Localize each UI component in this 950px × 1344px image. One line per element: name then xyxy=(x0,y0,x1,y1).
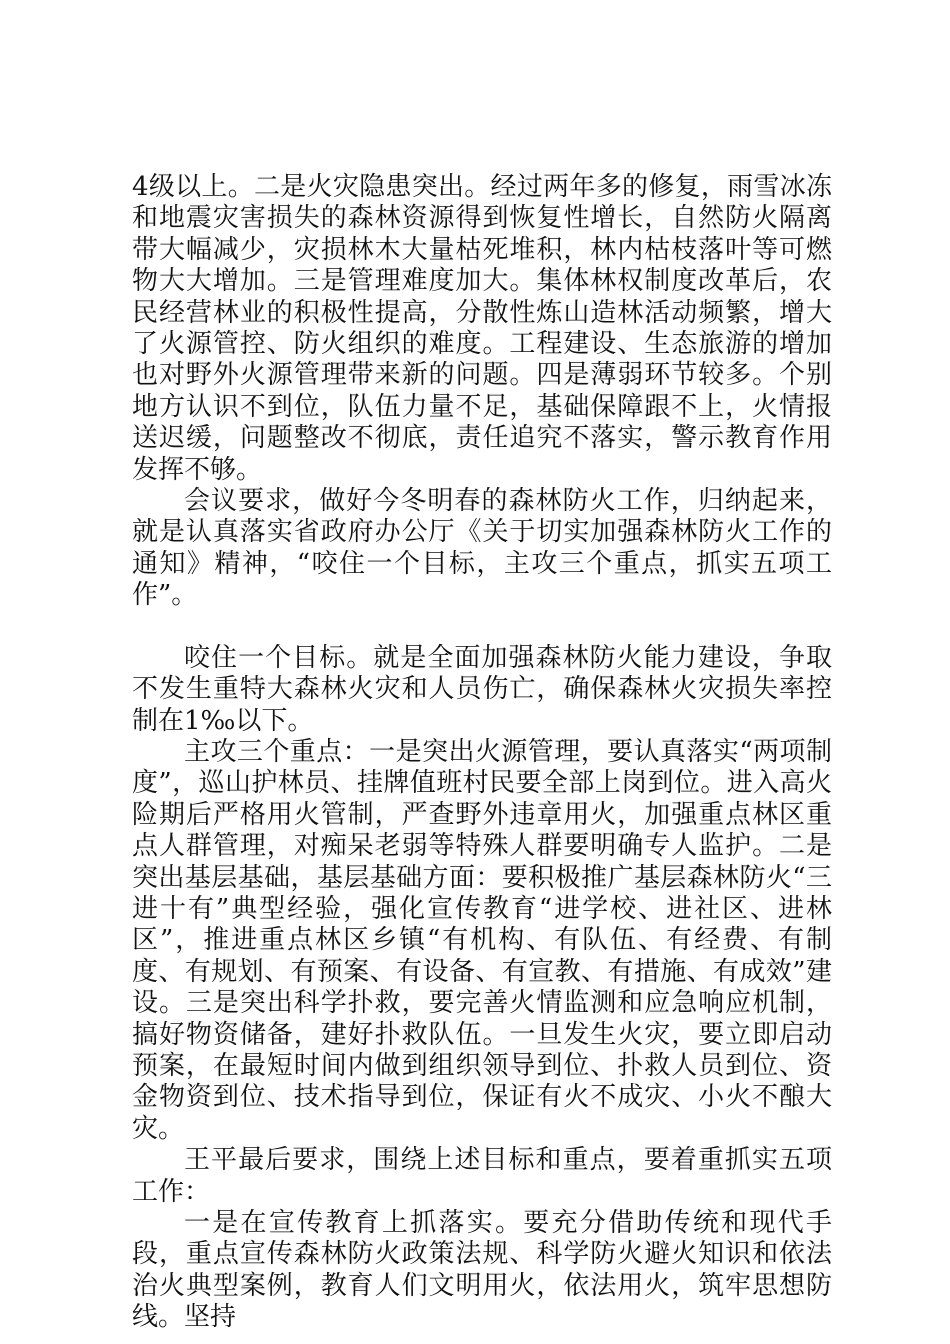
document-page xyxy=(132,172,832,1334)
paragraph-5: 王平最后要求，围绕上述目标和重点，要着重抓实五项工作： xyxy=(132,1145,832,1207)
paragraph-1: 4级以上。二是火灾隐患突出。经过两年多的修复，雨雪冰冻和地震灾害损失的森林资源得到恢复性增长，自然防火隔离带大幅减少，灾损林木大量枯死堆积，林内枯枝落叶等可燃物大大增加。三是管理难度加大。集体林权制度改革后，农民经营林业的积极性提高，分散性炼山造林活动频繁，增大了火源管控、防火组织的难度。工程建设、生态旅游的增加也对野外火源管理带来新的问题。四是薄弱环节较多。个别地方认识不到位，队伍力量不足，基础保障跟不上，火情报送迟缓，问题整改不彻底，责任追究不落实，警示教育作用发挥不够。 xyxy=(132,172,832,485)
paragraph-3: 咬住一个目标。就是全面加强森林防火能力建设，争取不发生重特大森林火灾和人员伤亡，确保森林火灾损失率控制在1‰以下。 xyxy=(132,642,832,736)
paragraph-2: 会议要求，做好今冬明春的森林防火工作，归纳起来，就是认真落实省政府办公厅《关于切实加强森林防火工作的通知》精神，“咬住一个目标，主攻三个重点，抓实五项工作”。 xyxy=(132,486,832,611)
paragraph-6: 一是在宣传教育上抓落实。要充分借助传统和现代手段，重点宣传森林防火政策法规、科学防火避火知识和依法治火典型案例，教育人们文明用火，依法用火，筑牢思想防线。坚持 xyxy=(132,1208,832,1333)
paragraph-4: 主攻三个重点：一是突出火源管理，要认真落实“两项制度”，巡山护林员、挂牌值班村民要全部上岗到位。进入高火险期后严格用火管制，严查野外违章用火，加强重点林区重点人群管理，对痴呆老弱等特殊人群要明确专人监护。二是突出基层基础，基层基础方面：要积极推广基层森林防火“三进十有”典型经验，强化宣传教育“进学校、进社区、进林区”，推进重点林区乡镇“有机构、有队伍、有经费、有制度、有规划、有预案、有设备、有宣教、有措施、有成效”建设。三是突出科学扑救，要完善火情监测和应急响应机制，搞好物资储备，建好扑救队伍。一旦发生火灾，要立即启动预案，在最短时间内做到组织领导到位、扑救人员到位、资金物资到位、技术指导到位，保证有火不成灾、小火不酿大灾。 xyxy=(132,736,832,1144)
